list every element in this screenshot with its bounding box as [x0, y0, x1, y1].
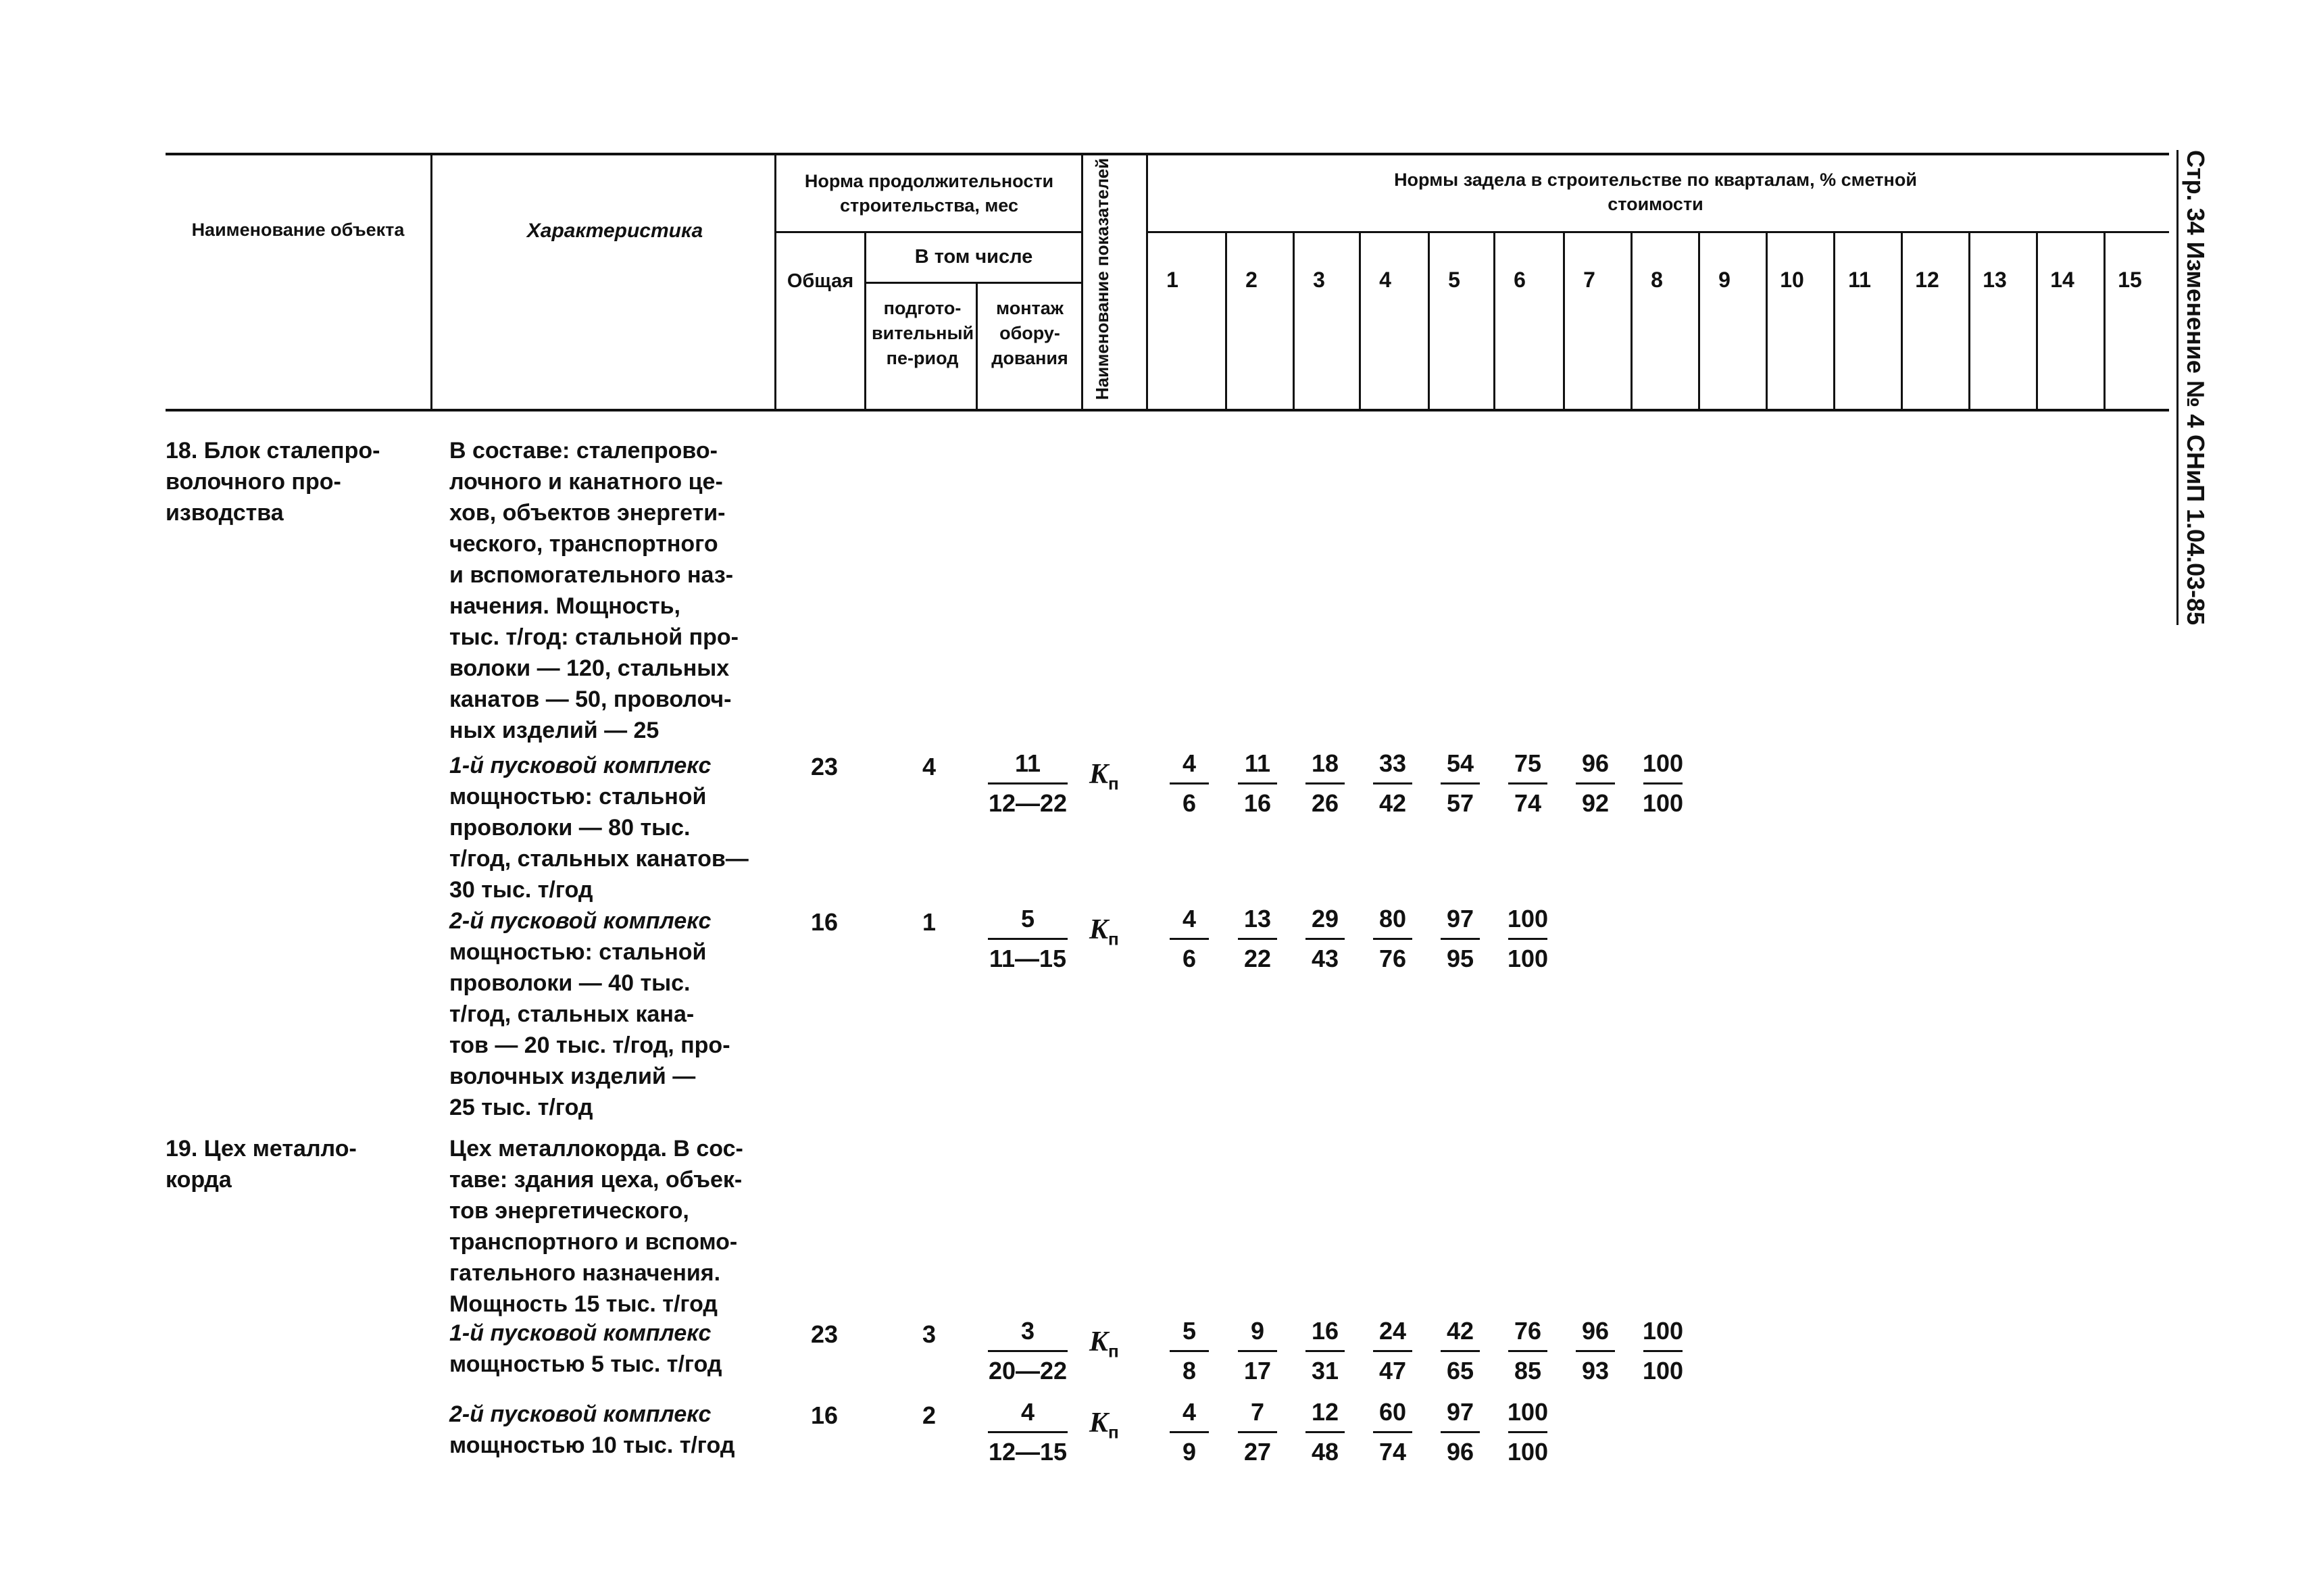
fraction-bar — [1238, 1431, 1277, 1433]
complex-description-line: мощностью 5 тыс. т/год — [449, 1351, 722, 1377]
fraction-value — [1426, 747, 1494, 820]
header-duration-norm: Норма продолжительности строительства, мес — [804, 171, 1054, 216]
fraction-bar — [1576, 1350, 1615, 1352]
fraction-numerator: 76 — [1514, 1317, 1542, 1345]
quarter-header: 6 — [1514, 268, 1526, 292]
fraction-numerator: 4 — [1182, 905, 1197, 932]
quarter-header: 14 — [2050, 268, 2074, 292]
fraction-bar — [1508, 1350, 1547, 1352]
fraction-numerator: 97 — [1446, 1398, 1474, 1426]
fraction-bar — [1576, 782, 1615, 784]
indicator-kp — [1089, 758, 1119, 794]
fraction-denominator: 48 — [1311, 1438, 1339, 1466]
indicator-kp — [1089, 914, 1119, 949]
fraction-numerator: 16 — [1311, 1317, 1339, 1345]
fraction-bar — [1170, 1431, 1209, 1433]
fraction-numerator: 33 — [1378, 749, 1407, 777]
object-description-line: Мощность 15 тыс. т/год — [449, 1291, 718, 1317]
fraction-denominator: 57 — [1446, 789, 1474, 817]
fraction-numerator: 42 — [1446, 1317, 1474, 1345]
preparatory-period: 4 — [922, 753, 937, 780]
fraction-bar — [1238, 938, 1277, 940]
fraction-numerator: 11 — [1014, 749, 1041, 777]
header-total: Общая — [787, 270, 854, 292]
fraction-denominator: 65 — [1446, 1357, 1474, 1385]
fraction-value — [1494, 1315, 1562, 1387]
fraction-numerator: 60 — [1378, 1398, 1407, 1426]
fraction-value — [1291, 903, 1359, 975]
quarter-header: 7 — [1583, 268, 1595, 292]
quarter-header: 9 — [1718, 268, 1731, 292]
fraction-denominator: 16 — [1243, 789, 1272, 817]
quarter-header: 5 — [1448, 268, 1460, 292]
fraction-value — [1291, 1315, 1359, 1387]
fraction-numerator: 100 — [1507, 905, 1549, 932]
fraction-denominator: 43 — [1311, 945, 1339, 972]
total-duration: 16 — [810, 908, 839, 936]
fraction-value — [1426, 1396, 1494, 1468]
object-name-line: 18. Блок сталепро- — [166, 438, 380, 464]
fraction-bar — [1373, 938, 1412, 940]
header-backlog-norms: Нормы задела в строительстве по кварталам, % сметной стоимости — [1394, 170, 1917, 214]
fraction-bar — [1441, 1431, 1480, 1433]
fraction-numerator: 96 — [1581, 1317, 1610, 1345]
object-description-line: канатов — 50, проволоч- — [449, 687, 732, 712]
fraction-numerator: 9 — [1250, 1317, 1265, 1345]
fraction-bar — [1508, 782, 1547, 784]
fraction-denominator: 6 — [1182, 945, 1197, 972]
fraction-denominator: 95 — [1446, 945, 1474, 972]
header-object-name: Наименование объекта — [191, 220, 405, 240]
header-preparatory: подгото-вительный пе-риод — [872, 298, 974, 368]
fraction-bar — [1508, 938, 1547, 940]
fraction-numerator: 13 — [1243, 905, 1272, 932]
object-description-line: ческого, транспортного — [449, 531, 718, 557]
fraction-denominator: 9 — [1182, 1438, 1197, 1466]
fraction-numerator: 100 — [1642, 749, 1684, 777]
fraction-value — [1155, 1315, 1223, 1387]
fraction-numerator: 97 — [1446, 905, 1474, 932]
fraction-bar — [1441, 1350, 1480, 1352]
fraction-value — [1629, 747, 1697, 820]
object-description-line: гательного назначения. — [449, 1260, 721, 1286]
fraction-denominator: 76 — [1378, 945, 1407, 972]
fraction-denominator: 93 — [1581, 1357, 1610, 1385]
fraction-denominator: 100 — [1642, 789, 1684, 817]
complex-title: 2-й пусковой комплекс — [449, 908, 712, 934]
fraction-denominator: 100 — [1507, 1438, 1549, 1466]
fraction-bar — [1238, 1350, 1277, 1352]
indicator-kp — [1089, 1407, 1119, 1443]
object-description-line: транспортного и вспомо- — [449, 1229, 738, 1255]
fraction-bar — [1643, 782, 1683, 784]
fraction-value — [1562, 747, 1629, 820]
fraction-numerator: 75 — [1514, 749, 1542, 777]
fraction-denominator: 27 — [1243, 1438, 1272, 1466]
complex-description-line: т/год, стальных кана- — [449, 1001, 695, 1027]
fraction-bar — [988, 1350, 1068, 1352]
fraction-numerator: 4 — [1182, 1398, 1197, 1426]
fraction-numerator: 100 — [1507, 1398, 1549, 1426]
total-duration: 16 — [810, 1401, 839, 1429]
fraction-value — [974, 1315, 1082, 1387]
fraction-bar — [1373, 1431, 1412, 1433]
fraction-value — [1359, 1396, 1426, 1468]
object-description-line: тов энергетического, — [449, 1198, 689, 1224]
fraction-denominator: 11—15 — [989, 945, 1067, 972]
fraction-denominator: 85 — [1514, 1357, 1542, 1385]
indicator-symbol: K — [1089, 1407, 1109, 1439]
fraction-value — [1494, 903, 1562, 975]
fraction-value — [1359, 747, 1426, 820]
complex-description-line: тов — 20 тыс. т/год, про- — [449, 1032, 730, 1058]
fraction-denominator: 17 — [1243, 1357, 1272, 1385]
total-duration: 23 — [810, 753, 839, 780]
object-description-line: тыс. т/год: стальной про- — [449, 624, 739, 650]
fraction-value — [1291, 747, 1359, 820]
fraction-value — [1426, 903, 1494, 975]
quarter-header: 8 — [1651, 268, 1663, 292]
fraction-numerator: 80 — [1378, 905, 1407, 932]
fraction-numerator: 18 — [1311, 749, 1339, 777]
object-name-line: волочного про- — [166, 469, 341, 495]
object-description-line: В составе: сталепрово- — [449, 438, 718, 464]
complex-description-line: проволоки — 40 тыс. — [449, 970, 691, 996]
fraction-numerator: 3 — [1020, 1317, 1035, 1345]
indicator-subscript: п — [1108, 1341, 1119, 1362]
header-characteristic: Характеристика — [526, 220, 703, 242]
fraction-value — [1224, 747, 1291, 820]
preparatory-period: 3 — [922, 1320, 937, 1348]
fraction-value — [1155, 1396, 1223, 1468]
fraction-bar — [1170, 938, 1209, 940]
fraction-value — [974, 747, 1082, 820]
quarter-header: 4 — [1379, 268, 1391, 292]
quarter-header: 10 — [1780, 268, 1804, 292]
fraction-numerator: 11 — [1244, 749, 1271, 777]
indicator-subscript: п — [1108, 773, 1119, 794]
fraction-value — [1291, 1396, 1359, 1468]
fraction-denominator: 74 — [1514, 789, 1542, 817]
fraction-numerator: 24 — [1378, 1317, 1407, 1345]
object-description-line: хов, объектов энергети- — [449, 500, 726, 526]
fraction-numerator: 100 — [1642, 1317, 1684, 1345]
fraction-numerator: 12 — [1311, 1398, 1339, 1426]
fraction-bar — [988, 782, 1068, 784]
fraction-value — [1359, 1315, 1426, 1387]
quarter-header: 13 — [1983, 268, 2007, 292]
object-description-line: лочного и канатного це- — [449, 469, 723, 495]
complex-title: 1-й пусковой комплекс — [449, 753, 712, 778]
fraction-bar — [1238, 782, 1277, 784]
fraction-bar — [1170, 1350, 1209, 1352]
complex-description-line: мощностью: стальной — [449, 939, 707, 965]
fraction-value — [974, 903, 1082, 975]
total-duration: 23 — [810, 1320, 839, 1348]
preparatory-period: 1 — [922, 908, 937, 936]
fraction-value — [1155, 903, 1223, 975]
fraction-denominator: 6 — [1182, 789, 1197, 817]
page-caption: Стр. 34 Изменение № 4 СНиП 1.04.03-85 — [2176, 150, 2210, 625]
quarter-header: 3 — [1313, 268, 1325, 292]
fraction-denominator: 42 — [1378, 789, 1407, 817]
fraction-value — [974, 1396, 1082, 1468]
quarter-header: 2 — [1245, 268, 1258, 292]
fraction-bar — [988, 938, 1068, 940]
complex-description-line: мощностью 10 тыс. т/год — [449, 1432, 735, 1458]
complex-description-line: волочных изделий — — [449, 1064, 696, 1089]
fraction-numerator: 29 — [1311, 905, 1339, 932]
object-description-line: начения. Мощность, — [449, 593, 680, 619]
fraction-value — [1359, 903, 1426, 975]
fraction-denominator: 31 — [1311, 1357, 1339, 1385]
object-description-line: и вспомогательного наз- — [449, 562, 734, 588]
object-name-line: 19. Цех металло- — [166, 1136, 357, 1162]
fraction-bar — [988, 1431, 1068, 1433]
fraction-bar — [1170, 782, 1209, 784]
indicator-symbol: K — [1089, 1326, 1109, 1357]
fraction-denominator: 12—22 — [988, 789, 1068, 817]
complex-title: 2-й пусковой комплекс — [449, 1401, 712, 1427]
fraction-value — [1494, 1396, 1562, 1468]
fraction-value — [1224, 903, 1291, 975]
fraction-bar — [1441, 782, 1480, 784]
complex-title: 1-й пусковой комплекс — [449, 1320, 712, 1346]
fraction-denominator: 100 — [1507, 945, 1549, 972]
fraction-denominator: 22 — [1243, 945, 1272, 972]
fraction-bar — [1305, 1350, 1345, 1352]
fraction-denominator: 8 — [1182, 1357, 1197, 1385]
fraction-denominator: 20—22 — [988, 1357, 1068, 1385]
fraction-numerator: 96 — [1581, 749, 1610, 777]
fraction-bar — [1508, 1431, 1547, 1433]
fraction-denominator: 47 — [1378, 1357, 1407, 1385]
complex-description-line: проволоки — 80 тыс. — [449, 815, 691, 841]
preparatory-period: 2 — [922, 1401, 937, 1429]
quarter-header: 1 — [1166, 268, 1178, 292]
header-equipment: монтаж обору-дования — [991, 298, 1068, 368]
fraction-value — [1494, 747, 1562, 820]
object-description-line: таве: здания цеха, объек- — [449, 1167, 743, 1193]
object-name-line: изводства — [166, 500, 284, 526]
object-name-line: корда — [166, 1167, 232, 1193]
fraction-value — [1224, 1396, 1291, 1468]
fraction-numerator: 54 — [1446, 749, 1474, 777]
quarter-header: 11 — [1848, 268, 1871, 292]
header-indicator-name: Наименование показателей — [1092, 157, 1112, 400]
object-description-line: ных изделий — 25 — [449, 718, 659, 743]
fraction-bar — [1441, 938, 1480, 940]
fraction-numerator: 5 — [1020, 905, 1035, 932]
fraction-numerator: 4 — [1182, 749, 1197, 777]
object-description-line: волоки — 120, стальных — [449, 655, 730, 681]
fraction-bar — [1305, 1431, 1345, 1433]
fraction-value — [1426, 1315, 1494, 1387]
fraction-denominator: 74 — [1378, 1438, 1407, 1466]
indicator-symbol: K — [1089, 914, 1109, 945]
fraction-bar — [1373, 782, 1412, 784]
fraction-bar — [1643, 1350, 1683, 1352]
fraction-numerator: 4 — [1020, 1398, 1035, 1426]
indicator-symbol: K — [1089, 759, 1109, 790]
fraction-value — [1224, 1315, 1291, 1387]
fraction-denominator: 96 — [1446, 1438, 1474, 1466]
complex-description-line: т/год, стальных канатов— — [449, 846, 749, 872]
fraction-value — [1155, 747, 1223, 820]
indicator-kp — [1089, 1326, 1119, 1362]
fraction-value — [1629, 1315, 1697, 1387]
indicator-subscript: п — [1108, 1422, 1119, 1443]
quarter-header: 15 — [2118, 268, 2142, 292]
fraction-denominator: 26 — [1311, 789, 1339, 817]
complex-description-line: 30 тыс. т/год — [449, 877, 593, 903]
complex-description-line: мощностью: стальной — [449, 784, 707, 809]
object-description-line: Цех металлокорда. В сос- — [449, 1136, 743, 1162]
fraction-value — [1562, 1315, 1629, 1387]
fraction-bar — [1305, 782, 1345, 784]
complex-description-line: 25 тыс. т/год — [449, 1095, 593, 1120]
fraction-denominator: 12—15 — [988, 1438, 1068, 1466]
fraction-denominator: 100 — [1642, 1357, 1684, 1385]
indicator-subscript: п — [1108, 928, 1119, 949]
header-including: В том числе — [914, 246, 1033, 268]
quarter-header: 12 — [1915, 268, 1939, 292]
fraction-bar — [1373, 1350, 1412, 1352]
fraction-numerator: 5 — [1182, 1317, 1197, 1345]
fraction-numerator: 7 — [1250, 1398, 1265, 1426]
fraction-bar — [1305, 938, 1345, 940]
fraction-denominator: 92 — [1581, 789, 1610, 817]
